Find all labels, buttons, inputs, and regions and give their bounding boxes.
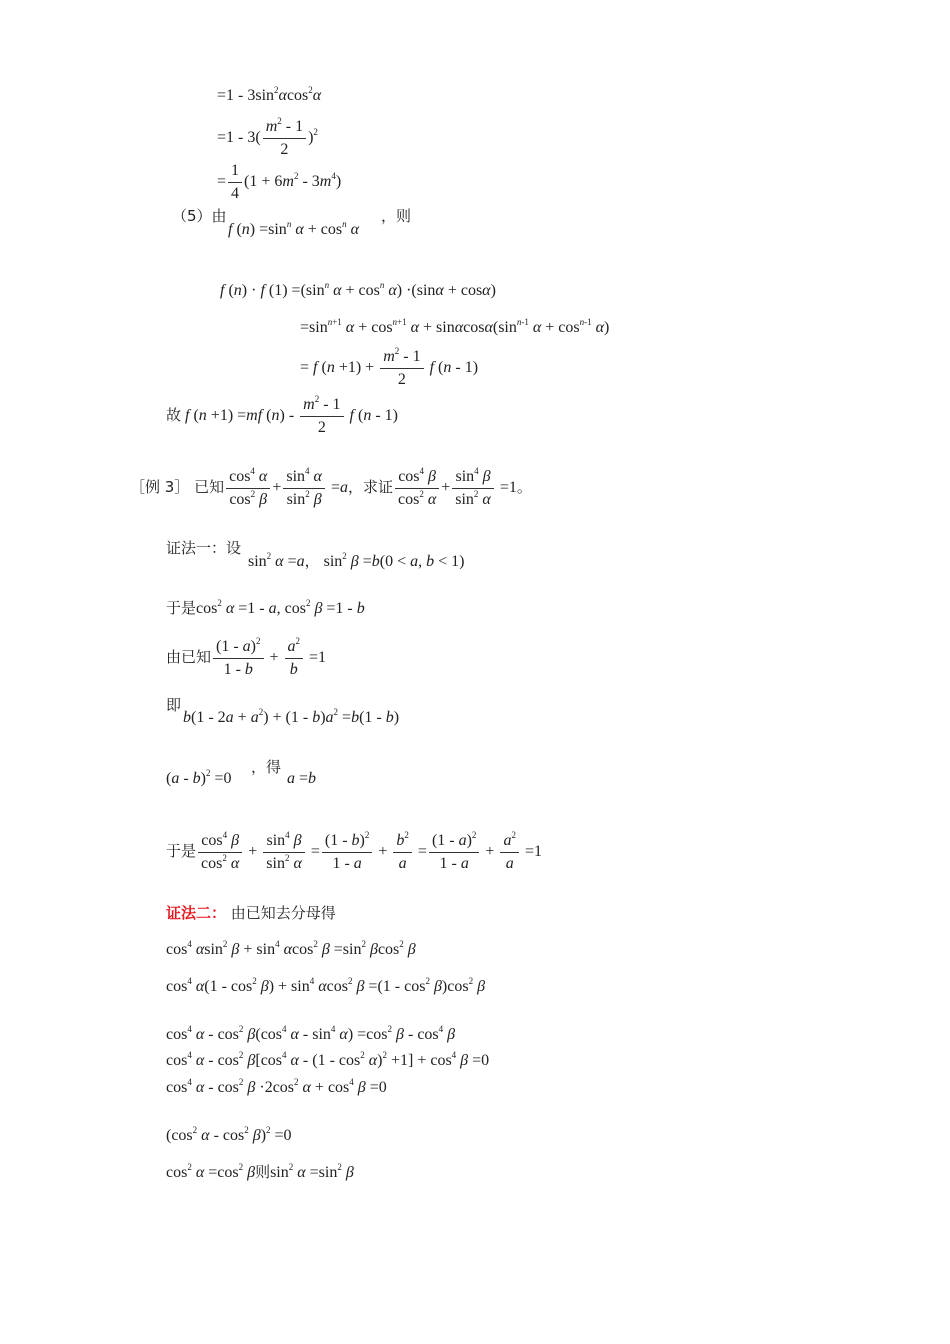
eq-p2-6: ($\cos^2$ $\alpha - \cos^2 \beta)^2 =0$ — [166, 1125, 292, 1144]
eq-p2-3: $\cos^4 \alpha - \cos^2 \beta(\cos^4$ $\alpha - \sin^4 \alpha) =\cos^2$ β - $\cos^4 \beta$ — [166, 1024, 456, 1043]
eq-p2-1: $\cos^4 \alpha\sin^2$ $\beta + \sin^4 \alpha\cos^2$ $\beta =\sin^2$ βcos$^2$ β — [166, 939, 416, 958]
eq-square-zero: (a - b)$^2$ =0 — [166, 768, 232, 787]
eq-line-1: $=1 - 3\sin^2\alpha\cos^2\alpha$ — [217, 85, 322, 104]
eq-p2-4: $\cos^4 \alpha - \cos^2 \beta[\cos^4$ $\alpha - (1 - \cos^2 \alpha)^2 +1] + \cos^4 \beta =0$ — [166, 1050, 490, 1069]
then-word: 则 — [255, 1163, 271, 1181]
proof2-heading — [166, 906, 336, 921]
example-label: ［例 3］ 已知 — [130, 477, 225, 496]
proof2-title-rest: 由已知去分母得 — [230, 904, 336, 922]
prove-label: ，求证 — [347, 477, 393, 496]
proof2-title: 证法二： — [166, 904, 227, 922]
eq-cos-values: 于是$\cos^2 \alpha =1 - a$, $\cos^2 \beta =1 - b$ — [166, 598, 365, 617]
ie-label: 即 — [166, 696, 182, 714]
eq-p2-5: $\cos^4 \alpha - \cos^2 \beta \cdot 2\cos^2$ $\alpha + \cos^4 \beta =0$ — [166, 1077, 387, 1096]
eq-fn-result: = f (n +1) + $\frac{m^2 - 1}{2}$ f (n - 1) — [300, 346, 479, 388]
then-label: ，则 — [381, 207, 412, 225]
eq-fn-def: f $(n) =\sin^n$ $\alpha + \cos^n \alpha$ — [228, 219, 359, 238]
eq-line-3: = $\frac{1}{4}$ $(1 + 6m^2 - 3m^4)$ — [217, 162, 342, 202]
so-label: 故 — [166, 405, 182, 424]
example-3: ［例 3］ 已知 $\frac{\cos^4 \alpha}{\cos^2 \beta}$ + $\frac{\sin^4 \alpha}{\sin^2 \beta}$ =a，求证 $\frac{\cos^4 \beta}{\cos^2 \alpha}$ + $\frac{\sin^4 \beta}{\sin^2 \alpha}$ =1。 — [130, 466, 532, 508]
comma: ， — [304, 552, 320, 570]
then-label-2: 于是 — [166, 841, 197, 860]
eq-fn-expand: $=\sin^{n+1}$ $\alpha + \cos^{n+1} \alpha + \sin\alpha\cos\alpha(\sin^{n-1}$ $\alpha + \cos^{n-1} \alpha$) — [300, 317, 610, 336]
eq-conclusion: 故 f (n +1) =mf (n) - $\frac{m^2 - 1}{2}$ f (n - 1) — [166, 394, 398, 436]
eq-line-2: =1 - 3( $\frac{m^2 - 1}{2}$ )$^2$ — [217, 116, 318, 158]
part-5-label: （5）由 — [172, 207, 227, 225]
eq-p2-2: $\cos^4 \alpha(1 - \cos^2 \beta) + \sin^4 \alpha\cos^2$ $\beta =(1 - \cos^2 \beta)\cos^2$ β — [166, 976, 486, 995]
eq-expanded: $b(1 - 2a + a^2) + (1 - b)a^2 =b(1 - b)$ — [183, 707, 400, 726]
given-label: 由已知 — [166, 647, 212, 666]
eq-given: 由已知 $\frac{(1 - a)^2}{1 - b}$ + $\frac{a^2}{b}$ =1 — [166, 636, 327, 678]
eq-p2-7: $\cos^2 \alpha =\cos^2$ β则$\sin^2 \alpha =\sin^2$ β — [166, 1162, 354, 1181]
get-label: ，得 — [251, 758, 282, 776]
eq-substitution: $\sin^2 \alpha =a$， $\sin^2 \beta =b(0 < a$, b < 1) — [248, 551, 465, 570]
eq-fn-product: f (n) · f $(1) =(\sin^n$ $\alpha + \cos^n \alpha) \cdot(\sin\alpha + \cos\alpha)$ — [220, 280, 496, 299]
proof1-title: 证法一：设 — [166, 539, 242, 557]
eq-proof1-final: 于是 $\frac{\cos^4 \beta}{\cos^2 \alpha}$ + $\frac{\sin^4 \beta}{\sin^2 \alpha}$ = $\frac{(1 - b)^2}{1 - a}$ + $\frac{b^2}{a}$ = $\frac{(1 - a)^2}{1 - a}$ + $\frac{a^2}{a}$ =1 — [166, 830, 542, 872]
then-label-1: 于是 — [166, 599, 197, 617]
eq-a-equals-b: a =b — [287, 770, 317, 787]
period: 。 — [516, 477, 532, 496]
